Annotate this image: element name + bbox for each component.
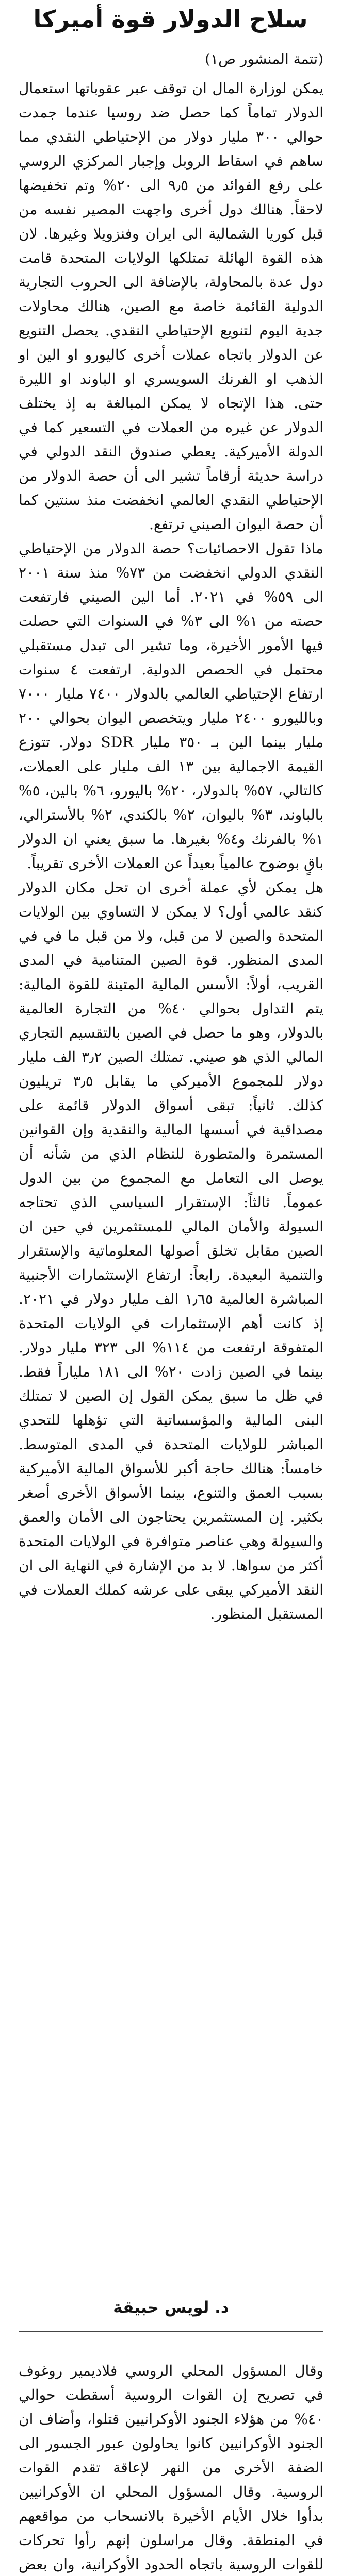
adjacent-article-excerpt: وقال المسؤول المحلي الروسي فلاديمير روغوف في تصريح إن القوات الروسية أسقطت حوالي ٤٠% من هؤلاء الجنود الأوكرانيين قتلوا، وأضاف ان الجنود الأوكرانيين كانوا يحاولون عبور الجسور الى الضفة الأخرى من النهر لإعاقة تقدم القوات الروسية. وقال المسؤول المحلي ان الأوكرانيين بدأوا خلال الأيام الأخيرة بالانسحاب من مواقعهم في المنطقة. وقال مراسلون إنهم رأوا تحركات للقوات الروسية باتجاه الحدود الأوكرانية، وان بعض	[19, 2362, 323, 2573]
section-divider	[19, 2331, 323, 2332]
article-paragraph: هل يمكن لأي عملة أخرى ان تحل مكان الدولار كنقد عالمي أول؟ لا يمكن لا التساوي بين الولايات المتحدة والصين لا من قبل، ولا من قبل ما في في المدى المنظور. قوة الصين المتنامية في المدى القريب، أولاً: الأسس المالية المتينة للقوة المالية: يتم التداول بحوالي ٤٠% من التجارة العالمية بالدولار، وهو ما حصل في الصين بالتقسيم التجاري المالي الذي هو صيني. تمتلك الصين ٣٫٢ الف مليار دولار للمجموع الأميركي ما يقابل ٣٫٥ تريليون كذلك. ثانياً: تبقى أسواق الدولار قائمة على مصداقية في أسسها المالية والنقدية وإن القوانين المستمرة والمتطورة للنظام الذي من شأنه أن يوصل الى التعامل مع المجموع من بين الدول عموماً. ثالثاً: الإستقرار السياسي الذي تحتاجه السيولة والأمان المالي للمستثمرين في حين ان الصين مقابل تخلق أصولها المعلوماتية والإستقرار والتنمية البعيدة. رابعاً: ارتفاع الإستثمارات الأجنبية المباشرة العالمية ١٫٦٥ الف مليار دولار في ٢٠٢١. إذ كانت أهم الإستثمارات في الولايات المتحدة المتفوقة ارتفعت من ١١٤% الى ٣٢٣ مليار دولار. بينما في الصين زادت ٢٠% الى ١٨١ ملياراً فقط. في ظل ما سبق يمكن القول إن الصين لا تمتلك البنى المالية والمؤسساتية التي تؤهلها للتحدي المباشر للولايات المتحدة في المدى المتوسط. خامساً: هنالك حاجة أكبر للأسواق المالية الأميركية بسبب العمق والتنوع، بينما الأسواق الأخرى أصغر بكثير. إن المستثمرين يحتاجون الى الأمان والعمق والسيولة وهي عناصر متوافرة في الولايات المتحدة أكثر من سواها. لا بد من الإشارة في النهاية الى ان النقد الأميركي يبقى على عرشه كملك العملات في المستقبل المنظور.	[19, 879, 324, 1622]
article-body	[19, 76, 323, 1626]
author-signature: د. لويس حبيقة	[113, 2298, 229, 2317]
article-title: سلاح الدولار قوة أميركا	[33, 5, 308, 33]
article-paragraph: ماذا تقول الاحصائيات؟ حصة الدولار من الإحتياطي النقدي الدولي انخفضت من ٧٣% منذ سنة ٢٠٠١ الى ٥٩% في ٢٠٢١. أما الين الصيني فارتفعت حصته من ١% الى ٣% في السنوات التي حصلت فيها الأمور الأخيرة، وما تشير الى تبدل مستقبلي محتمل في الحصص الدولية. ارتفعت ٤ سنوات ارتفاع الإحتياطي العالمي بالدولار ٧٤٠٠ مليار ٧٠٠٠ وبالليورو ٢٤٠٠ مليار ويتخصص اليوان بحوالي ٢٠٠ مليار بينما الين بـ ٣٥٠ مليار SDR دولار. تتوزع القيمة الاجمالية بين ١٣ الف مليار على العملات، كالتالي، ٥٧% بالدولار، ٢٠% باليورو، ٦% بالين، ٥% بالباوند، ٣% باليوان، ٢% بالكندي، ٢% بالأسترالي، ١% بالفرنك و٤% بغيرها. ما سبق يعني ان الدولار باقٍ بوضوح عالمياً بعيداً عن العملات الأخرى تقريباً.	[19, 540, 324, 872]
article-paragraph: يمكن لوزارة المال ان توقف عبر عقوباتها استعمال الدولار تماماً كما حصل ضد روسيا عندما جمدت حوالي ٣٠٠ مليار دولار من الإحتياطي النقدي مما ساهم في اسقاط الروبل وإجبار المركزي الروسي على رفع الفوائد من ٩٫٥ الى ٢٠% وتم تخفيضها لاحقاً. هنالك دول أخرى واجهت المصير نفسه من قبل كوريا الشمالية الى ايران وفنزويلا وغيرها. لان هذه القوة الهائلة تمتلكها الولايات المتحدة قامت دول عدة بالمحاولة، بالإضافة الى الحروب التجارية الدولية القائمة خاصة مع الصين، هنالك محاولات جدية اليوم لتنويع الإحتياطي النقدي. يحصل التنويع عن الدولار باتجاه عملات أخرى كاليورو او الين او الذهب او الفرنك السويسري او الباوند او الليرة حتى. هذا الإتجاه لا يمكن المبالغة به إذ يختلف الدولار عن غيره من العملات في التسعير كما في الدولة الأميركية. يعطي صندوق النقد الدولي في دراسة حديثة أرقاماً تشير الى أن حصة الدولار من الإحتياطي النقدي العالمي انخفضت منذ سنتين كما أن حصة اليوان الصيني ترتفع.	[19, 80, 324, 533]
continuation-note: (تتمة المنشور ص١)	[205, 50, 323, 67]
